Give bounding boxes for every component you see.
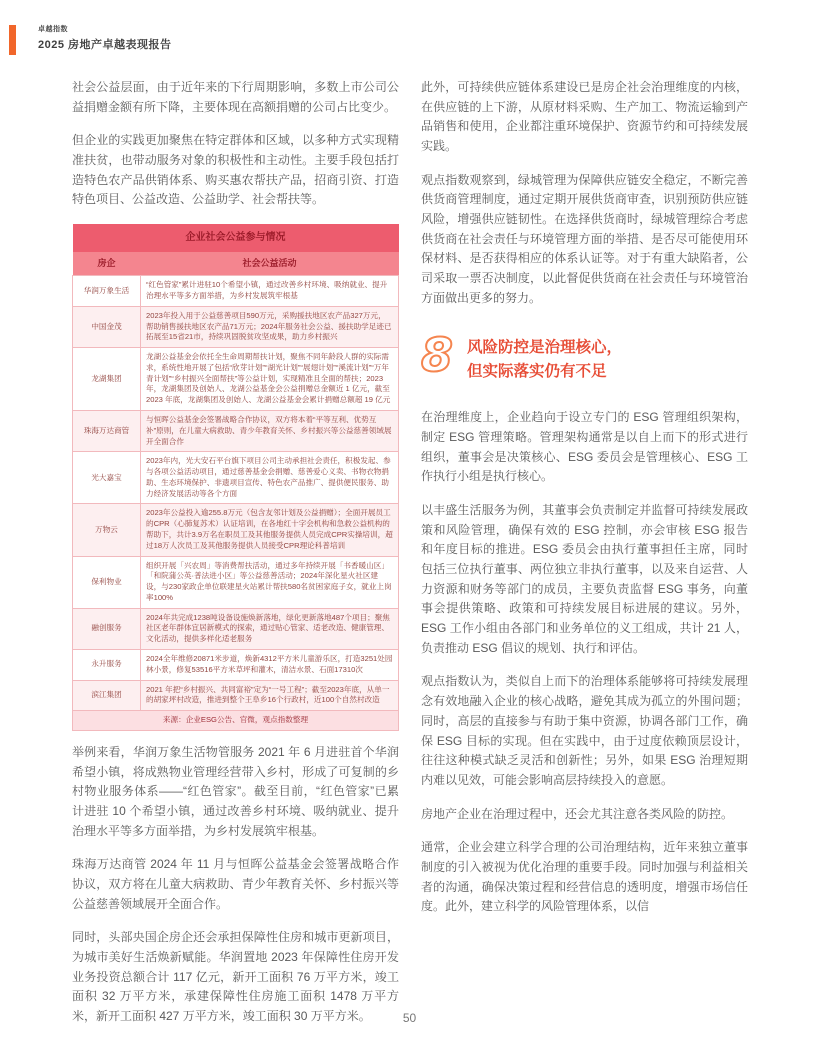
- table-title-row: [73, 224, 399, 252]
- left-column: [72, 78, 399, 1041]
- company-activity: 与恒晖公益基金会签署战略合作协议，双方将本着“平等互利、优势互补”原则，在儿童大病救助、青少年教育关怀、乡村振兴等公益慈善领域展开全面合作: [141, 410, 399, 451]
- brand-accent-bar: [9, 25, 16, 55]
- company-activity: 2023年投入用于公益慈善项目590万元，采购援扶地区农产品327万元，帮助销售援扶地区农产品71万元；2024年服务社会公益、援扶助学足迹已拓展至15省21市，持续巩固脱贫攻坚成果，助力乡村振兴: [141, 306, 399, 347]
- paragraph: 以丰盛生活服务为例，其董事会负责制定并监督可持续发展政策和风险管理，确保有效的 ESG 控制，亦会审核 ESG 报告和年度目标的推进。ESG 委员会由执行董事担任主席，同时包括三位执行董事、两位独立非执行董事，以及来自运营、人力资源和财务等部门的成员，主要负责监督 ESG 事务，向董事会提供策略、政策和可持续发展目标进展的建议。另外，ESG 工作小组由各部门和业务单位的义工组成，共计 21 人，负责推动 ESG 倡议的规划、执行和评估。: [421, 503, 748, 655]
- paragraph: 同时，头部央国企房企还会承担保障性住房和城市更新项目，为城市美好生活焕新赋能。华润置地 2023 年保障性住房开发业务投资总额合计 117 亿元，新开工面积 76 万平方米，竣工面积 32 万平方米，承建保障性住房施工面积 1478 万平方米，新开工面积 427 万平方米，竣工面积 30 万平方米。: [72, 930, 399, 1024]
- company-activity: 2023年内，光大安石平台旗下项目公司主动承担社会责任，积极发起、参与各项公益活动项目，通过慈善基金会捐赠、慈善爱心义卖、书物衣物捐助、生态环境保护、非遗项目宣传、特色农产品推广、提供便民服务、助力经济发展活动等各个方面: [141, 452, 399, 504]
- paragraph: 此外，可持续供应链体系建设已是房企社会治理维度的内核，在供应链的上下游，从原材料采购、生产加工、物流运输到产品销售和使用，企业都注重环境保护、资源节约和可持续发展实践。: [421, 80, 748, 154]
- table-row: [73, 276, 399, 307]
- table-source: 来源：企业ESG公告、官微，观点指数整理: [73, 711, 399, 731]
- company-activity: 2021 年把“乡村振兴、共同富裕”定为“一号工程”；截至2023年底，从单一的胡家坪村改造，推进到整个王阜乡16个行政村，近100个自然村改造: [141, 680, 399, 711]
- paragraph: 珠海万达商管 2024 年 11 月与恒晖公益基金会签署战略合作协议，双方将在儿童大病救助、青少年教育关怀、乡村振兴等公益慈善领域展开全面合作。: [72, 857, 399, 911]
- table-row: [73, 608, 399, 649]
- paragraph: 观点指数观察到，绿城管理为保障供应链安全稳定，不断完善供货商管理制度，通过定期开展供货商审查，识别预防供应链风险，增强供应链韧性。在选择供货商时，绿城管理综合考虑供货商在社会责任与环境管理方面的举措、是否尽可能使用环保材料、是否获得相应的体系认证等。对于有重大缺陷者，公司采取一票否决制度，以此督促供货商在社会责任与环境管治方面做出更多的努力。: [421, 172, 748, 305]
- column-header-activity: 社会公益活动: [141, 252, 399, 275]
- page-number: 50: [402, 1011, 417, 1025]
- company-name: 华润万象生活: [73, 276, 141, 307]
- company-name: 光大嘉宝: [73, 452, 141, 504]
- report-title: 2025 房地产卓越表现报告: [38, 39, 172, 51]
- company-activity: 组织开展「兴农周」等消费帮扶活动，通过多年持续开展「书香暖山区」「和院蒲公英·普法进小区」等公益慈善活动；2024年深化星火社区建设，与230家政企单位联建星火站累计帮扶580名贫困家庭子女，就业上岗率100%: [141, 556, 399, 608]
- section-heading-8: [421, 328, 748, 384]
- company-activity: 2023年公益投入逾255.8万元（包含友邻计划及公益捐赠）；全面开展员工的CPR（心肺复苏术）认证培训，在各地红十字会机构和急救公益机构的帮助下，共计3.9万名在职员工及其他服务提供人员完成CPR实操培训，超过18万人次员工及其他服务提供人员接受CPR理论科普培训: [141, 504, 399, 556]
- paragraph: 观点指数认为，类似自上而下的治理体系能够将可持续发展理念有效地融入企业的核心战略，避免其成为孤立的外围问题；同时，高层的直接参与有助于集中资源，协调各部门工作，确保 ESG 目标的实现。但在实践中，由于过度依赖顶层设计，往往这种模式缺乏灵活和创新性；另外，如果 ESG 治理短期内难以见效，可能会影响高层持续投入的意愿。: [421, 674, 748, 787]
- company-activity: 2024年共完成1238吨设备设施焕新落地，绿化更新落地487个项目；聚焦社区老年群体宜居新模式的探索，通过贴心管家、适老改造、健康管理、文化活动，提供多样化适老服务: [141, 608, 399, 649]
- table-row: [73, 306, 399, 347]
- page-footer: [0, 1009, 819, 1027]
- paragraph: 在治理维度上，企业趋向于设立专门的 ESG 管理组织架构，制定 ESG 管理策略。管理架构通常是以自上而下的形式进行组织，董事会是决策核心、ESG 委员会是管理核心、ESG 工作执行小组是执行核心。: [421, 410, 748, 484]
- company-activity: 龙湖公益基金会依托全生命周期帮扶计划，聚焦不同年龄段人群的实际需求，系统性地开展了包括“欣芽计划”“湖光计划”“展翅计划”“溪流计划”“万年青计划”“乡村振兴全面帮扶”等公益计划，实现精准且全面的帮扶；2023 年，龙湖集团及创始人、龙湖公益基金会公益捐赠总金额近 1 亿元，截至 2023 年底，龙湖集团及创始人、龙湖公益基金会累计捐赠总额超 19 亿元: [141, 348, 399, 411]
- brand-subtitle: 卓越指数: [38, 26, 68, 33]
- section-title-line1: 风险防控是治理核心，: [467, 339, 623, 357]
- table-row: [73, 452, 399, 504]
- paragraph: 举例来看，华润万象生活物管服务 2021 年 6 月进驻首个华润希望小镇，将成熟物业管理经营带入乡村，形成了可复制的乡村物业服务体系——“红色管家”。截至目前，“红色管家”已累计进驻 10 个希望小镇，通过改善乡村环境、吸纳就业、提升治理水平等多方面举措，为乡村发展筑牢根基。: [72, 744, 399, 838]
- company-name: 龙湖集团: [73, 348, 141, 411]
- section-number: 8: [421, 328, 454, 383]
- table-row: [73, 504, 399, 556]
- right-column: [421, 78, 748, 931]
- section-title: [467, 334, 622, 384]
- company-name: 珠海万达商管: [73, 410, 141, 451]
- company-activity: 2024全年维修20871米步道，焕新4312平方米儿童游乐区，打造3251处园林小景，修复53516平方米草坪和灌木，清洁水景、石面17310次: [141, 650, 399, 681]
- table-source-row: [73, 711, 399, 731]
- table-row: [73, 556, 399, 608]
- section-title-line2: 但实际落实仍有不足: [467, 363, 607, 381]
- paragraph: 通常，企业会建立科学合理的公司治理结构，近年来独立董事制度的引入被视为优化治理的重要手段。同时加强与利益相关者的沟通，确保决策过程和经营信息的透明度，增强市场信任度。此外，建立科学的风险管理体系，以信: [421, 840, 748, 914]
- table-row: [73, 680, 399, 711]
- table-row: [73, 410, 399, 451]
- company-name: 滨江集团: [73, 680, 141, 711]
- company-name: 融创服务: [73, 608, 141, 649]
- company-name: 永升服务: [73, 650, 141, 681]
- table-title: 企业社会公益参与情况: [73, 224, 399, 252]
- table-header-row: [73, 252, 399, 275]
- company-name: 保利物业: [73, 556, 141, 608]
- paragraph: 但企业的实践更加聚焦在特定群体和区域，以多种方式实现精准扶贫，也带动服务对象的积极性和主动性。主要手段包括打造特色农产品供销体系、购买惠农帮扶产品，招商引资、打造特色项目、公益改造、公益助学、社会帮扶等。: [72, 133, 399, 207]
- csr-participation-table: [72, 224, 399, 731]
- paragraph: 房地产企业在治理过程中，还会尤其注意各类风险的防控。: [421, 806, 734, 821]
- company-name: 万物云: [73, 504, 141, 556]
- table-row: [73, 348, 399, 411]
- paragraph: 社会公益层面，由于近年来的下行周期影响，多数上市公司公益捐赠金额有所下降，主要体现在高额捐赠的公司占比变少。: [72, 80, 399, 114]
- company-name: 中国金茂: [73, 306, 141, 347]
- company-activity: “红色管家”累计进驻10个希望小镇，通过改善乡村环境、吸纳就业、提升治理水平等多方面举措，为乡村发展筑牢根基: [141, 276, 399, 307]
- column-header-company: 房企: [73, 252, 141, 275]
- table-row: [73, 650, 399, 681]
- page-header: [38, 24, 172, 52]
